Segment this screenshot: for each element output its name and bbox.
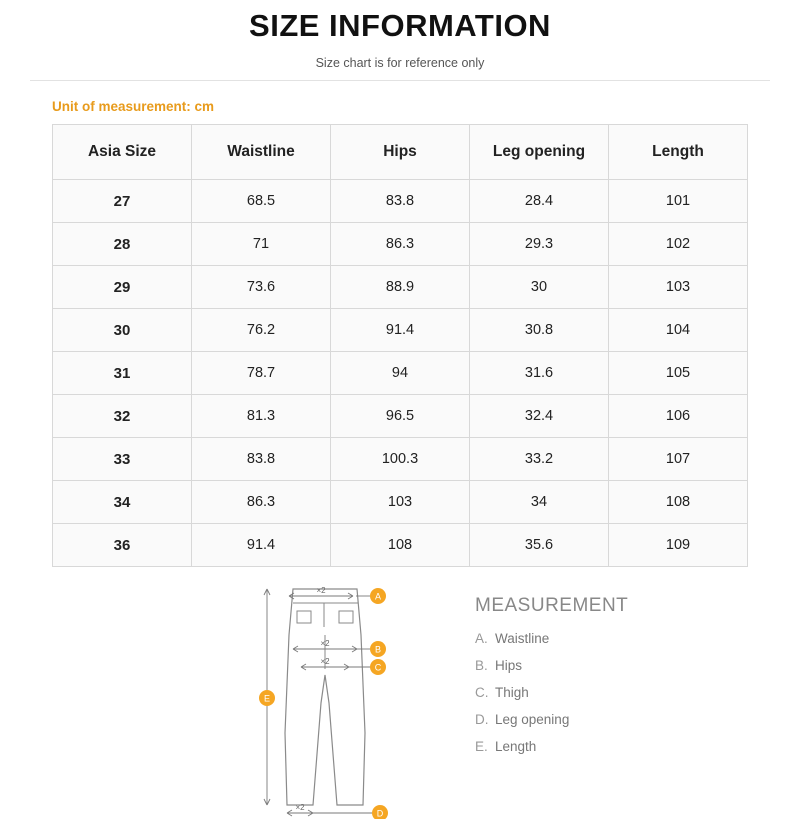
cell-length: 101	[609, 180, 748, 223]
table-row	[53, 524, 748, 567]
cell-hips: 94	[331, 352, 470, 395]
table-row	[53, 223, 748, 266]
cell-size: 36	[53, 524, 192, 567]
legend-item-waistline	[475, 631, 775, 646]
cell-leg-opening: 32.4	[470, 395, 609, 438]
cell-waistline: 68.5	[192, 180, 331, 223]
cell-hips: 83.8	[331, 180, 470, 223]
cell-waistline: 73.6	[192, 266, 331, 309]
cell-length: 105	[609, 352, 748, 395]
pants-diagram-icon	[245, 583, 445, 819]
cell-leg-opening: 33.2	[470, 438, 609, 481]
table-header-row	[53, 125, 748, 180]
legend-letter: E.	[475, 739, 488, 754]
cell-size: 28	[53, 223, 192, 266]
legend-item-hips	[475, 658, 775, 673]
column-header-length: Length	[609, 125, 748, 180]
svg-text:E: E	[263, 693, 271, 704]
column-header-waistline: Waistline	[192, 125, 331, 180]
cell-waistline: 76.2	[192, 309, 331, 352]
svg-text:D: D	[376, 808, 384, 819]
unit-note: Unit of measurement: cm	[52, 99, 215, 114]
table-row	[53, 352, 748, 395]
legend-letter: B.	[475, 658, 488, 673]
cell-length: 103	[609, 266, 748, 309]
svg-text:A: A	[374, 591, 382, 602]
cell-size: 32	[53, 395, 192, 438]
cell-hips: 91.4	[331, 309, 470, 352]
legend-label: Leg opening	[495, 712, 570, 727]
legend-letter: C.	[475, 685, 489, 700]
size-chart-table	[52, 124, 748, 567]
legend-item-length	[475, 739, 775, 754]
subtitle-section	[0, 56, 800, 81]
cell-length: 102	[609, 223, 748, 266]
cell-waistline: 91.4	[192, 524, 331, 567]
page-subtitle: Size chart is for reference only	[30, 56, 770, 81]
cell-waistline: 83.8	[192, 438, 331, 481]
cell-length: 106	[609, 395, 748, 438]
table-row	[53, 180, 748, 223]
diagram-label-x2: ×2	[295, 803, 305, 812]
table-row	[53, 481, 748, 524]
cell-leg-opening: 30.8	[470, 309, 609, 352]
cell-leg-opening: 28.4	[470, 180, 609, 223]
legend-label: Thigh	[495, 685, 529, 700]
cell-size: 31	[53, 352, 192, 395]
cell-hips: 96.5	[331, 395, 470, 438]
cell-waistline: 81.3	[192, 395, 331, 438]
cell-leg-opening: 34	[470, 481, 609, 524]
table-row	[53, 395, 748, 438]
cell-length: 107	[609, 438, 748, 481]
column-header-hips: Hips	[331, 125, 470, 180]
legend-label: Waistline	[495, 631, 550, 646]
measurement-heading: MEASUREMENT	[475, 595, 629, 616]
cell-size: 34	[53, 481, 192, 524]
svg-text:B: B	[374, 644, 382, 655]
cell-size: 30	[53, 309, 192, 352]
cell-hips: 108	[331, 524, 470, 567]
cell-waistline: 86.3	[192, 481, 331, 524]
cell-length: 104	[609, 309, 748, 352]
diagram-label-x2: ×2	[316, 586, 326, 595]
column-header-asia-size: Asia Size	[53, 125, 192, 180]
measurement-legend	[475, 595, 775, 766]
legend-item-leg-opening	[475, 712, 775, 727]
diagram-label-x2: ×2	[320, 657, 330, 666]
cell-hips: 86.3	[331, 223, 470, 266]
cell-length: 109	[609, 524, 748, 567]
cell-hips: 100.3	[331, 438, 470, 481]
svg-text:C: C	[374, 662, 382, 673]
legend-letter: D.	[475, 712, 489, 727]
table-row	[53, 266, 748, 309]
legend-item-thigh	[475, 685, 775, 700]
legend-label: Length	[495, 739, 537, 754]
cell-size: 33	[53, 438, 192, 481]
cell-waistline: 71	[192, 223, 331, 266]
cell-leg-opening: 31.6	[470, 352, 609, 395]
table-row	[53, 438, 748, 481]
page-title: SIZE INFORMATION	[249, 8, 551, 43]
cell-size: 27	[53, 180, 192, 223]
measurement-diagram-area	[0, 583, 800, 819]
cell-hips: 103	[331, 481, 470, 524]
column-header-leg-opening: Leg opening	[470, 125, 609, 180]
cell-size: 29	[53, 266, 192, 309]
table-row	[53, 309, 748, 352]
cell-length: 108	[609, 481, 748, 524]
cell-leg-opening: 30	[470, 266, 609, 309]
legend-label: Hips	[495, 658, 523, 673]
diagram-label-x2: ×2	[320, 639, 330, 648]
cell-hips: 88.9	[331, 266, 470, 309]
cell-waistline: 78.7	[192, 352, 331, 395]
cell-leg-opening: 29.3	[470, 223, 609, 266]
cell-leg-opening: 35.6	[470, 524, 609, 567]
legend-letter: A.	[475, 631, 488, 646]
